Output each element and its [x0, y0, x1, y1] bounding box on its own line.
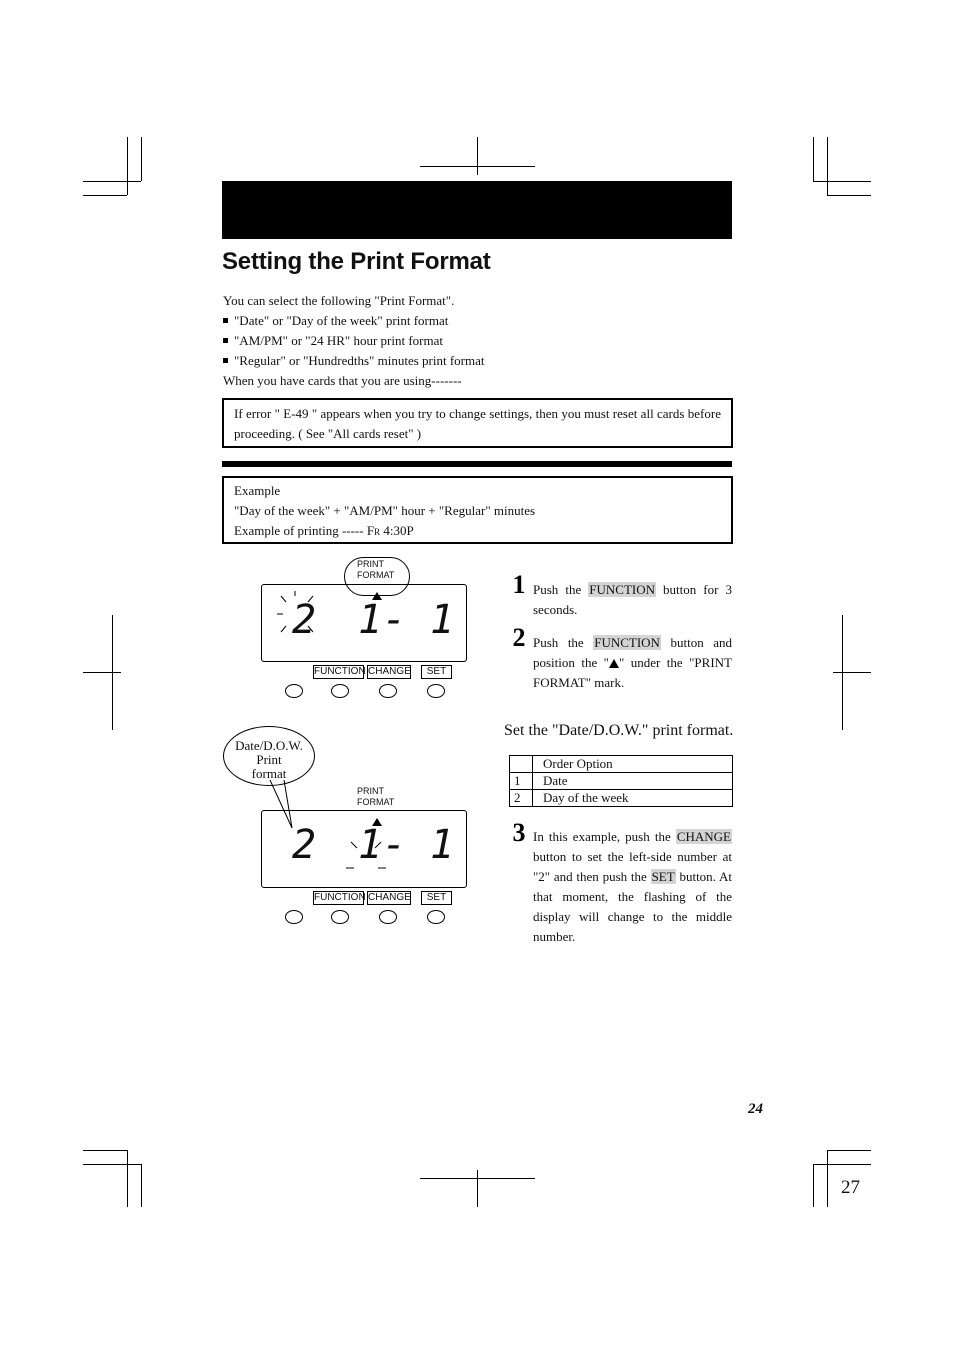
function-key-ref: FUNCTION [594, 635, 660, 650]
lcd-digit-right: 1 [430, 822, 455, 868]
example-label: Example [234, 483, 281, 498]
example-line1: "Day of the week" + "AM/PM" hour + "Regular" minutes [234, 503, 536, 518]
hidden-button[interactable] [331, 684, 349, 698]
error-notice-box [222, 398, 733, 448]
step-2-number: 2 [506, 623, 532, 653]
change-key-label: CHANGE [368, 666, 411, 677]
print-format-label: PRINT FORMAT [357, 559, 395, 580]
lcd-digit-middle: 1- [358, 597, 407, 643]
section-divider [222, 461, 732, 467]
error-notice-text: If error " E-49 " appears when you try to change settings, then you must reset all cards before proceeding. ( See "All cards reset" ) [234, 406, 721, 441]
set-key-ref: SET [651, 869, 675, 884]
function-key-ref: FUNCTION [589, 582, 655, 597]
bullet-item: "Regular" or "Hundredths" minutes print format [223, 351, 733, 371]
function-button[interactable] [285, 910, 303, 924]
hidden-button[interactable] [331, 910, 349, 924]
table-header: Order Option [533, 756, 733, 773]
step-1-number: 1 [506, 570, 532, 600]
lcd-digit-left: 2 [292, 822, 317, 868]
page-number: 27 [841, 1177, 860, 1198]
intro-block [223, 291, 733, 391]
format-subheading: Set the "Date/D.O.W." print format. [504, 722, 734, 739]
example-line2: Example of printing ----- FR 4:30P [234, 523, 414, 538]
bullet-icon [223, 358, 228, 363]
change-key-ref: CHANGE [676, 829, 731, 844]
change-button[interactable] [379, 684, 397, 698]
lcd-digit-right: 1 [430, 597, 455, 643]
function-button[interactable] [285, 684, 303, 698]
step-1-text: Push the FUNCTION button for 3 seconds. [533, 582, 733, 617]
set-button[interactable] [427, 684, 445, 698]
set-button[interactable] [427, 910, 445, 924]
bullet-item: "Date" or "Day of the week" print format [223, 311, 733, 331]
step-3-text: In this example, push the CHANGE button to set the left-side number at "2" and then push the SET button. At that moment, the flashing of the display will change to the middle number. [533, 829, 732, 944]
lcd-digit-middle: 1- [358, 822, 407, 868]
bullet-item: "AM/PM" or "24 HR" hour print format [223, 331, 733, 351]
cards-note: When you have cards that you are using------- [223, 373, 462, 388]
set-key-label: SET [421, 891, 452, 905]
set-key-label: SET [421, 665, 452, 679]
bullet-icon [223, 338, 228, 343]
function-key-label: FUNCTION [314, 892, 366, 903]
step-3-number: 3 [506, 818, 532, 848]
triangle-up-icon [609, 655, 619, 670]
table-row: 1 Date [510, 773, 733, 790]
function-key-label: FUNCTION [314, 666, 366, 677]
step-2-text: Push the FUNCTION button and position the " " under the "PRINT FORMAT" mark. [533, 635, 732, 690]
manual-page-number: 24 [748, 1101, 763, 1117]
page-title: Setting the Print Format [222, 248, 491, 275]
change-key-label: CHANGE [368, 892, 411, 903]
intro-text: You can select the following "Print Format". [223, 293, 455, 308]
print-format-label: PRINT FORMAT [357, 786, 395, 807]
lcd-digit-left: 2 [292, 597, 317, 643]
table-header-row [510, 756, 733, 773]
example-box [222, 476, 733, 544]
table-row: 2 Day of the week [510, 790, 733, 807]
section-header-bar [222, 181, 732, 239]
options-table [509, 755, 733, 807]
bullet-icon [223, 318, 228, 323]
date-dow-callout-text: Date/D.O.W. Print format [235, 738, 303, 781]
change-button[interactable] [379, 910, 397, 924]
